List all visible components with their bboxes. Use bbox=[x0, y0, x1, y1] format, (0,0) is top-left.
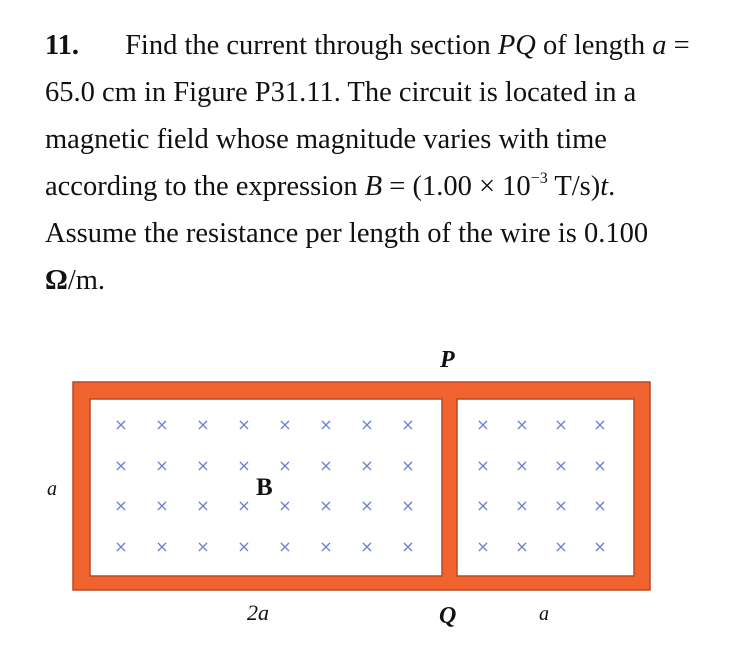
text-segment-3: = 65.0 cm in Figure P31.11. The circuit is located in a magnetic field whose magnitude varies with time according to the expression bbox=[45, 30, 690, 202]
field-mark: × bbox=[476, 537, 490, 556]
field-mark: × bbox=[401, 456, 415, 475]
label-a-bottom: a bbox=[539, 603, 549, 625]
field-mark: × bbox=[319, 496, 333, 515]
field-mark: × bbox=[114, 456, 128, 475]
var-pq: PQ bbox=[497, 30, 536, 61]
text-segment-7: /m. bbox=[67, 265, 106, 296]
text-segment-5: T/s) bbox=[554, 171, 601, 202]
field-mark: × bbox=[319, 456, 333, 475]
field-mark: × bbox=[155, 415, 169, 434]
field-mark: × bbox=[401, 415, 415, 434]
field-mark: × bbox=[237, 456, 251, 475]
label-a-left: a bbox=[47, 478, 57, 500]
field-mark: × bbox=[155, 496, 169, 515]
field-mark: × bbox=[114, 537, 128, 556]
field-mark: × bbox=[593, 537, 607, 556]
field-mark: × bbox=[515, 537, 529, 556]
field-mark: × bbox=[515, 456, 529, 475]
field-mark: × bbox=[237, 496, 251, 515]
field-mark: × bbox=[476, 496, 490, 515]
field-mark: × bbox=[196, 496, 210, 515]
field-mark: × bbox=[401, 537, 415, 556]
field-mark: × bbox=[554, 537, 568, 556]
field-mark: × bbox=[237, 537, 251, 556]
text-segment-2: of length bbox=[542, 30, 646, 61]
label-q: Q bbox=[439, 603, 457, 629]
exponent: −3 bbox=[530, 169, 548, 187]
field-mark: × bbox=[196, 415, 210, 434]
label-p: P bbox=[440, 347, 455, 373]
label-2a: 2a bbox=[247, 600, 269, 625]
problem-number: 11. bbox=[45, 30, 80, 61]
field-mark: × bbox=[515, 415, 529, 434]
field-mark: × bbox=[554, 496, 568, 515]
field-mark: × bbox=[593, 456, 607, 475]
text-segment-4: = (1.00 × 10 bbox=[389, 171, 531, 202]
var-b: B bbox=[364, 171, 383, 202]
field-mark: × bbox=[401, 496, 415, 515]
var-t: t bbox=[600, 171, 609, 202]
field-mark: × bbox=[319, 415, 333, 434]
field-mark: × bbox=[554, 415, 568, 434]
field-mark: × bbox=[278, 456, 292, 475]
var-a: a bbox=[652, 30, 667, 61]
field-mark: × bbox=[593, 496, 607, 515]
field-mark: × bbox=[554, 456, 568, 475]
field-mark: × bbox=[593, 415, 607, 434]
field-mark: × bbox=[515, 496, 529, 515]
omega-symbol: Ω bbox=[45, 265, 68, 296]
field-mark: × bbox=[155, 537, 169, 556]
field-label: B bbox=[256, 474, 273, 501]
field-mark: × bbox=[476, 415, 490, 434]
field-mark: × bbox=[319, 537, 333, 556]
field-mark: × bbox=[196, 537, 210, 556]
field-mark: × bbox=[360, 456, 374, 475]
field-mark: × bbox=[278, 537, 292, 556]
field-mark: × bbox=[360, 537, 374, 556]
field-mark: × bbox=[476, 456, 490, 475]
field-mark: × bbox=[278, 415, 292, 434]
text-segment-1: Find the current through section bbox=[125, 30, 491, 61]
field-mark: × bbox=[360, 415, 374, 434]
field-mark: × bbox=[196, 456, 210, 475]
field-mark: × bbox=[155, 456, 169, 475]
text-segment-6: . Assume the resistance per length of the wire is 0.100 bbox=[45, 171, 649, 249]
field-mark: × bbox=[278, 496, 292, 515]
field-mark: × bbox=[237, 415, 251, 434]
field-mark: × bbox=[114, 415, 128, 434]
field-mark: × bbox=[360, 496, 374, 515]
field-mark: × bbox=[114, 496, 128, 515]
